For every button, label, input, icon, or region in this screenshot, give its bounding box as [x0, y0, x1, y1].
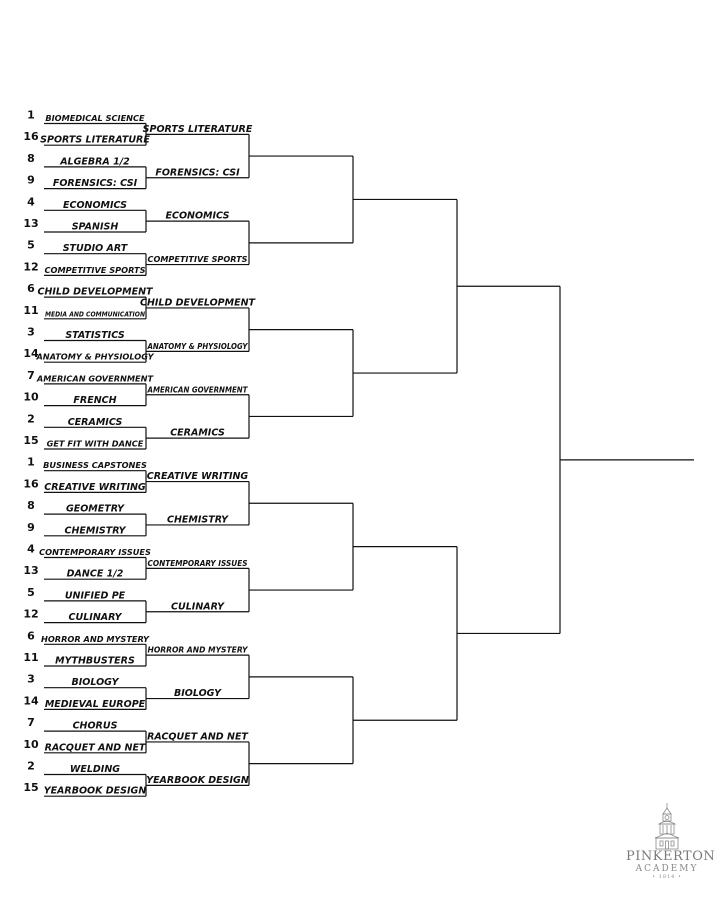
seed-number: 10: [23, 737, 39, 751]
seed-number: 12: [23, 607, 39, 621]
round-1-entry: STATISTICS: [65, 330, 125, 341]
round-2-entry: CREATIVE WRITING: [146, 471, 249, 483]
seed-numbers: [23, 109, 39, 795]
round-2-entry: ECONOMICS: [165, 210, 230, 222]
seed-number: 4: [27, 195, 35, 209]
round-1-entry: ANATOMY & PHYSIOLOGY: [36, 351, 154, 362]
round-1-entry: AMERICAN GOVERNMENT: [36, 373, 154, 384]
school-logo: [626, 802, 716, 892]
seed-number: 8: [27, 499, 35, 513]
seed-number: 10: [23, 390, 39, 404]
round-2-entry: COMPETITIVE SPORTS: [147, 254, 248, 265]
seed-number: 1: [27, 108, 35, 122]
round-2-entry: ANATOMY & PHYSIOLOGY: [146, 340, 249, 351]
seed-number: 15: [23, 434, 39, 447]
logo-subtitle: ACADEMY: [635, 864, 699, 874]
round-1-entry: CERAMICS: [67, 416, 123, 428]
round-2-entry: AMERICAN GOVERNMENT: [146, 384, 249, 395]
seed-number: 16: [23, 130, 39, 144]
round-1-entry: BIOMEDICAL SCIENCE: [45, 113, 145, 123]
seed-number: 12: [23, 260, 39, 274]
round-2-entry: SPORTS LITERATURE: [142, 123, 253, 135]
round-1-entry: CONTEMPORARY ISSUES: [39, 547, 151, 557]
seed-number: 7: [27, 368, 35, 382]
seed-number: 14: [23, 694, 39, 708]
logo-name: PINKERTON: [626, 849, 716, 864]
round-2-entry: YEARBOOK DESIGN: [146, 774, 249, 786]
round-1-entries: [35, 113, 154, 797]
round-1-entry: GEOMETRY: [65, 503, 125, 515]
round-1-entry: FORENSICS: CSI: [52, 178, 138, 190]
round-2-entries: [140, 124, 257, 786]
seed-number: 1: [27, 455, 35, 469]
round-1-entry: COMPETITIVE SPORTS: [44, 264, 146, 275]
round-2-entry: CHILD DEVELOPMENT: [139, 297, 256, 309]
seed-number: 16: [23, 477, 39, 491]
round-1-entry: YEARBOOK DESIGN: [43, 785, 147, 797]
seed-number: 9: [27, 520, 35, 534]
seed-number: 15: [23, 781, 39, 795]
seed-number: 11: [23, 651, 39, 664]
round-2-entry: CERAMICS: [170, 427, 225, 439]
round-2-entry: RACQUET AND NET: [147, 731, 248, 743]
round-1-entry: BIOLOGY: [71, 677, 119, 689]
seed-number: 7: [27, 716, 35, 730]
round-1-entry: BUSINESS CAPSTONES: [43, 460, 147, 471]
round-1-entry: WELDING: [69, 764, 121, 775]
clock-tower-icon: [652, 802, 682, 850]
seed-number: 5: [27, 585, 35, 599]
round-1-entry: CREATIVE WRITING: [44, 481, 146, 493]
round-1-entry: MEDIEVAL EUROPE: [44, 698, 146, 710]
round-1-entry: SPORTS LITERATURE: [40, 134, 150, 146]
round-1-entry: ALGEBRA 1/2: [60, 156, 130, 168]
round-2-entry: HORROR AND MYSTERY: [147, 644, 249, 655]
round-1-entry: RACQUET AND NET: [44, 742, 146, 754]
round-1-entry: MYTHBUSTERS: [55, 655, 135, 667]
round-1-entry: UNIFIED PE: [64, 590, 126, 602]
round-2-entry: CONTEMPORARY ISSUES: [147, 557, 248, 568]
seed-number: 3: [27, 672, 35, 686]
round-1-entry: FRENCH: [73, 395, 117, 407]
seed-number: 11: [23, 303, 39, 317]
seed-number: 3: [27, 325, 35, 339]
round-2-entry: CHEMISTRY: [166, 514, 229, 526]
round-1-entry: CULINARY: [68, 612, 122, 624]
round-1-entry: GET FIT WITH DANCE: [46, 438, 144, 449]
round-1-entry: ECONOMICS: [62, 199, 128, 211]
seed-number: 5: [27, 238, 35, 252]
round-1-entry: STUDIO ART: [62, 243, 128, 255]
seed-number: 13: [23, 564, 39, 578]
seed-number: 8: [27, 151, 35, 165]
round-1-entry: DANCE 1/2: [66, 568, 124, 580]
seed-number: 4: [27, 542, 35, 556]
seed-number: 2: [27, 412, 35, 426]
round-1-entry: SPANISH: [71, 221, 119, 233]
round-1-entry: CHORUS: [72, 720, 118, 732]
seed-number: 6: [27, 629, 35, 643]
round-2-entry: BIOLOGY: [174, 688, 221, 700]
round-1-entry: HORROR AND MYSTERY: [40, 633, 150, 644]
seed-number: 2: [27, 759, 35, 773]
round-2-entry: CULINARY: [171, 601, 224, 613]
round-1-entry: CHILD DEVELOPMENT: [37, 286, 153, 298]
seed-number: 6: [27, 282, 35, 296]
logo-year: • 1814 •: [652, 874, 682, 880]
seed-number: 13: [23, 217, 39, 230]
seed-number: 9: [27, 173, 35, 187]
round-1-entry: MEDIA AND COMMUNICATION: [45, 310, 146, 319]
seed-number: 14: [23, 347, 39, 361]
round-1-entry: CHEMISTRY: [64, 525, 126, 537]
round-2-entry: FORENSICS: CSI: [155, 167, 240, 179]
